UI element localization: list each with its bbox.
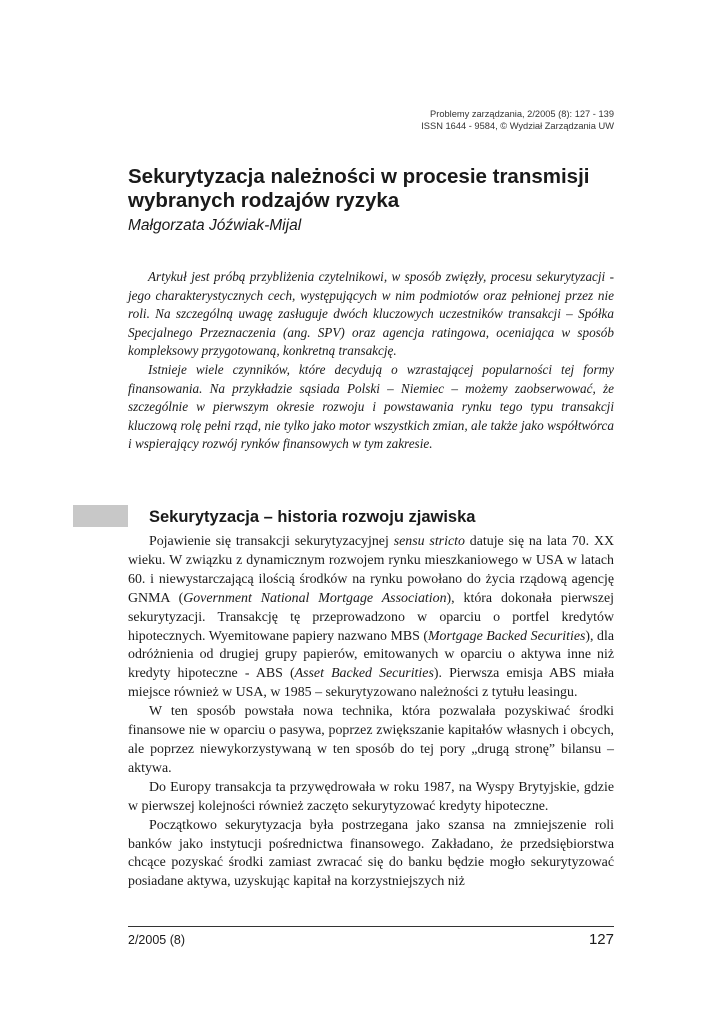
article-author: Małgorzata Jóźwiak-Mijal bbox=[128, 217, 302, 234]
italic-term: Mortgage Backed Securities bbox=[427, 628, 586, 644]
text-run: ), która dokonała pierwszej sekurytyzacji. Transakcję tę przeprowadzono w oparciu o portfel kredytów hipotecznych. Wyemitowane papiery nazwano MBS ( bbox=[128, 590, 614, 644]
journal-header bbox=[421, 108, 614, 132]
abstract-paragraph: Istnieje wiele czynników, które decydują o wzrastającej popularności tej formy finansowania. Na przykładzie sąsiada Polski – Niemiec – możemy zaobserwować, że szczególnie w pierwszym okresie rozwoju i powstawania rynku tego typu transakcji kluczową rolę pełni rząd, nie tylko jako motor wszystkich zmian, ale także jako współtwórca i wspierający rozwój rynków finansowych w tym zakresie. bbox=[128, 361, 614, 452]
body-paragraph: W ten sposób powstała nowa technika, która pozwalała pozyskiwać środki finansowe nie w oparciu o pasywa, poprzez zwiększanie kapitałów własnych i obcych, ale poprzez niewykorzystywaną w ten sposób do tej pory „drugą stronę” bilansu – aktywa. bbox=[128, 704, 614, 776]
body-text bbox=[128, 533, 614, 892]
text-run: ). Pierwsza emisja ABS miała miejsce również w USA, w 1985 – sekurytyzowano należności z tytułu leasingu. bbox=[128, 666, 614, 701]
section-heading: Sekurytyzacja – historia rozwoju zjawiska bbox=[149, 508, 476, 526]
text-run: Pojawienie się transakcji sekurytyzacyjnej bbox=[149, 534, 394, 549]
journal-citation: Problemy zarządzania, 2/2005 (8): 127 - 139 bbox=[430, 109, 614, 119]
abstract bbox=[128, 268, 614, 454]
italic-term: sensu stricto bbox=[393, 534, 465, 549]
body-paragraph: Początkowo sekurytyzacja była postrzegana jako szansa na zmniejszenie roli banków jako instytucji pośrednictwa finansowego. Zakładano, że przedsiębiorstwa chcące pozyskać środki zamiast zwracać się do banku będzie mogło sekurytyzować posiadane aktywa, uzyskując kapitał na korzystniejszych niż bbox=[128, 817, 614, 890]
abstract-paragraph: Artykuł jest próbą przybliżenia czytelnikowi, w sposób zwięzły, procesu sekurytyzacji - jego charakterystycznych cech, występujących w nim podmiotów oraz pełnionej przez nie roli. Na szczególną uwagę zasługuje dwóch kluczowych uczestników transakcji – Spółka Specjalnego Przeznaczenia (ang. SPV) oraz agencja ratingowa, oceniająca w sposób kompleksowy przygotowaną, konkretną transakcję. bbox=[128, 269, 614, 359]
issn-line: ISSN 1644 - 9584, © Wydział Zarządzania UW bbox=[421, 121, 614, 131]
body-paragraph: Do Europy transakcja ta przywędrowała w roku 1987, na Wyspy Brytyjskie, gdzie w pierwszej kolejności również zaczęto sekurytyzować kredyty hipoteczne. bbox=[128, 779, 614, 814]
text-run: ), dla odróżnienia od drugiej grupy papierów, emitowanych w oparciu o aktywa inne niż kredyty hipoteczne - ABS ( bbox=[128, 628, 614, 682]
article-title: Sekurytyzacja należności w procesie transmisji wybranych rodzajów ryzyka bbox=[128, 165, 590, 212]
footer-divider bbox=[128, 926, 614, 927]
italic-term: Government National Mortgage Association bbox=[183, 590, 447, 606]
italic-term: Asset Backed Securities bbox=[294, 666, 434, 682]
page-number: 127 bbox=[588, 931, 614, 948]
body-paragraph bbox=[128, 533, 614, 703]
text-run: datuje się na lata 70. XX wieku. W związku z dynamicznym rozwojem rynku mieszkaniowego w USA w latach 60. i niewystarczającą ilością środków na rynku powołano do życia rządową agencję GNMA ( bbox=[128, 534, 615, 606]
section-marker-bar bbox=[73, 505, 128, 527]
footer-issue: 2/2005 (8) bbox=[128, 933, 185, 947]
